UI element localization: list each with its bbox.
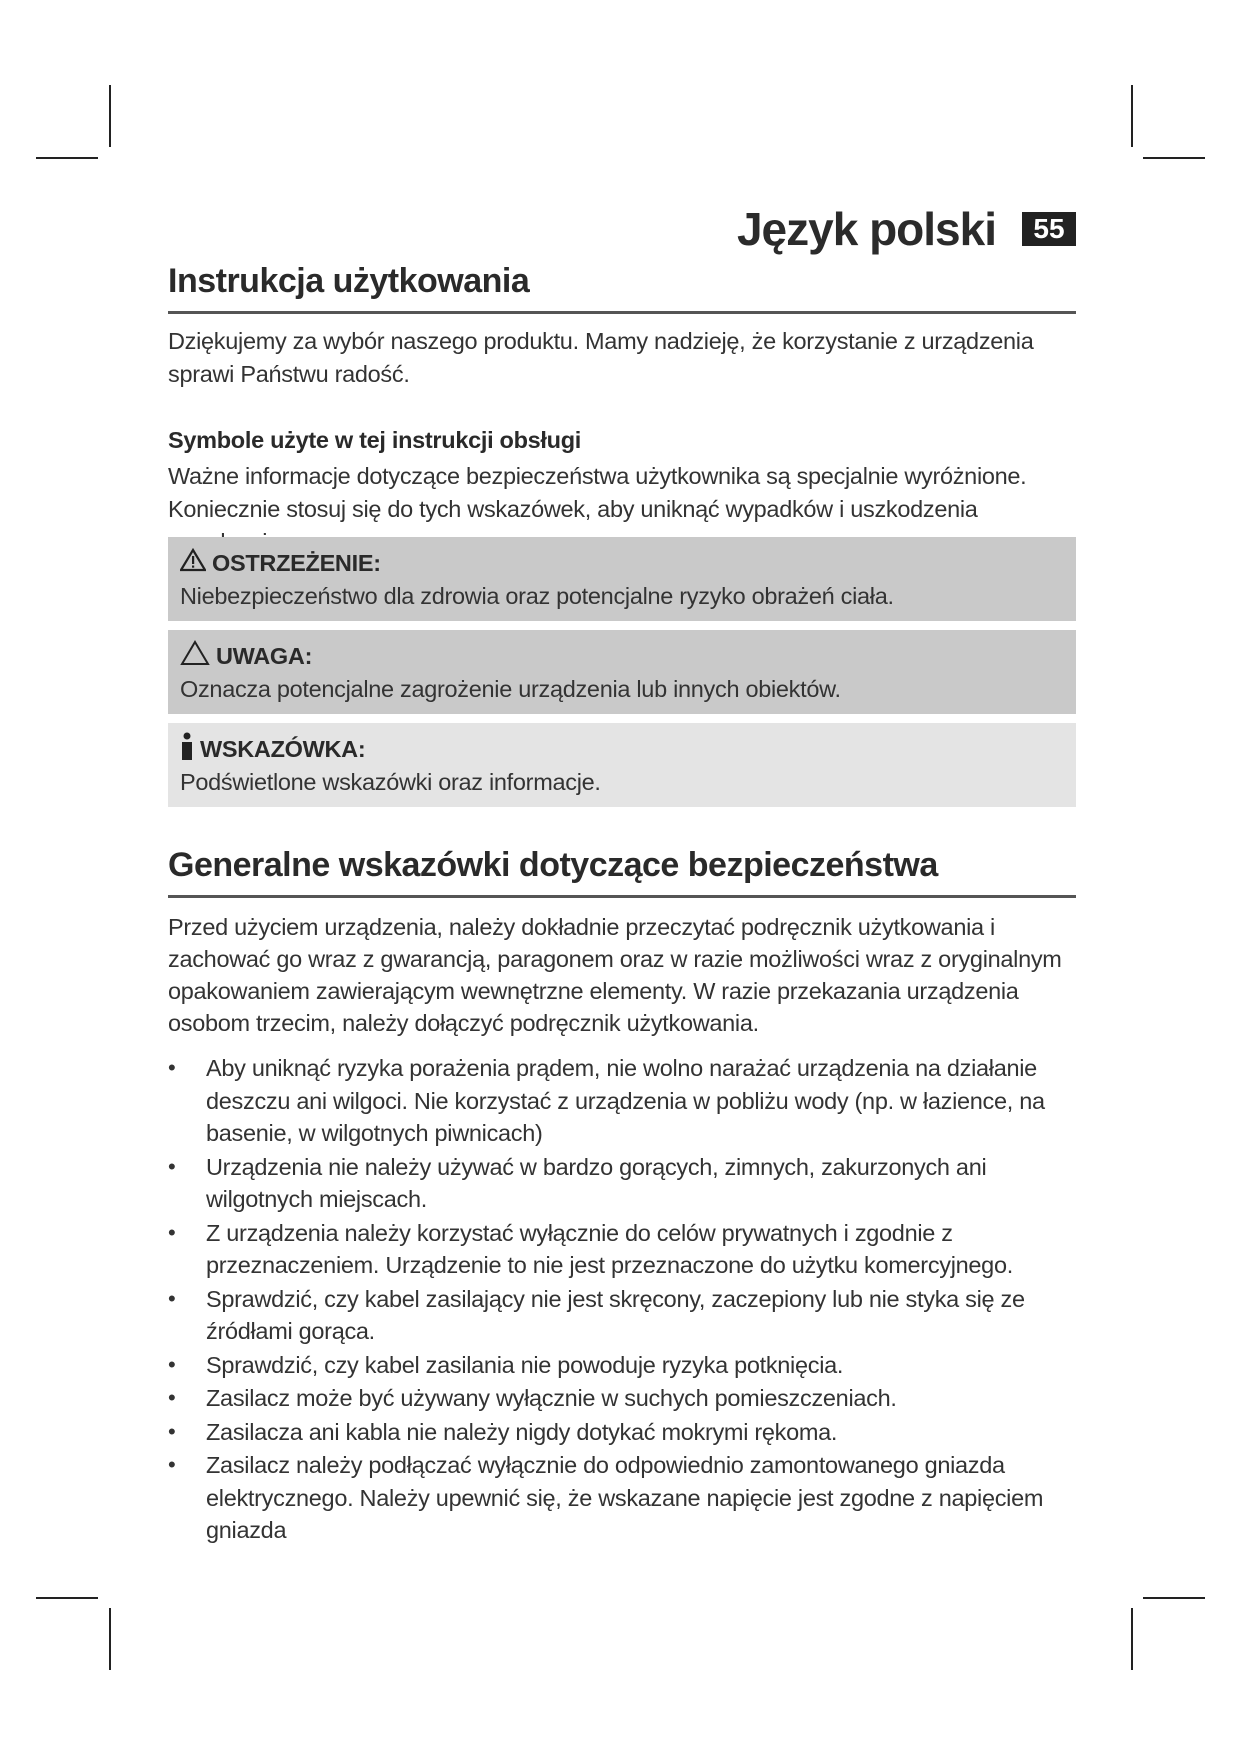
note-title-row — [180, 731, 1064, 767]
caution-title-row — [180, 638, 1064, 674]
safety-title: Generalne wskazówki dotyczące bezpieczeństwa — [168, 846, 1076, 898]
crop-mark — [36, 1597, 98, 1599]
manual-title: Instrukcja użytkowania — [168, 262, 1076, 314]
language-title: Język polski — [736, 203, 996, 255]
safety-list-block — [168, 1052, 1076, 1548]
safety-intro: Przed użyciem urządzenia, należy dokładnie przeczytać podręcznik użytkowania i zachować go wraz z gwarancją, paragonem oraz w razie możliwości wraz z oryginalnym opakowaniem zawierającym wewnętrzne elementy. W razie przekazania urządzenia osobom trzecim, należy dołączyć podręcznik użytkowania. — [168, 914, 1062, 1036]
bullet-symbol: • — [168, 1418, 176, 1444]
crop-mark — [1143, 1597, 1205, 1599]
bullet-symbol: • — [168, 1351, 176, 1377]
note-text: Podświetlone wskazówki oraz informacje. — [180, 769, 601, 795]
symbols-heading: Symbole użyte w tej instrukcji obsługi — [168, 427, 581, 453]
crop-mark — [1131, 85, 1133, 147]
symbols-text: Ważne informacje dotyczące bezpieczeństwa użytkownika są specjalnie wyróżnione. Koniecznie stosuj się do tych wskazówek, aby uniknąć wypadków i uszkodzenia — [168, 463, 1027, 522]
list-item: • Urządzenia nie należy używać w bardzo gorących, zimnych, zakurzonych ani wilgotnych miejscach. — [168, 1151, 1076, 1216]
warning-triangle-icon — [180, 548, 206, 578]
crop-mark — [109, 1608, 111, 1670]
bullet-symbol: • — [168, 1285, 176, 1311]
bullet-symbol: • — [168, 1055, 176, 1080]
warning-title: OSTRZEŻENIE: — [212, 549, 381, 576]
manual-section — [168, 262, 1076, 314]
bullet-symbol: • — [168, 1452, 176, 1477]
bullet-symbol: • — [168, 1153, 176, 1179]
safety-intro-block — [168, 911, 1076, 1039]
bullet-symbol: • — [168, 1385, 176, 1410]
manual-intro-block — [168, 325, 1076, 391]
list-item: • Sprawdzić, czy kabel zasilający nie jest skręcony, zaczepiony lub nie styka się ze źródłami gorąca. — [168, 1283, 1076, 1348]
list-item: • Z urządzenia należy korzystać wyłącznie do celów prywatnych i zgodnie z przeznaczeniem. Urządzenie to nie jest przeznaczone do użytku komercyjnego. — [168, 1217, 1076, 1282]
crop-mark — [1143, 157, 1205, 159]
warning-text: Niebezpieczeństwo dla zdrowia oraz potencjalne ryzyko obrażeń ciała. — [180, 583, 894, 609]
warning-box — [168, 537, 1076, 621]
caution-box — [168, 630, 1076, 714]
bullet-symbol: • — [168, 1219, 176, 1245]
note-box — [168, 723, 1076, 807]
crop-mark — [109, 85, 111, 147]
crop-mark — [36, 157, 98, 159]
caution-triangle-icon — [180, 640, 210, 672]
note-title: WSKAZÓWKA: — [200, 735, 366, 762]
list-item: • Zasilacza ani kabla nie należy nigdy dotykać mokrymi rękoma. — [168, 1416, 1076, 1449]
caution-title: UWAGA: — [216, 642, 313, 669]
list-item: • Zasilacz należy podłączać wyłącznie do odpowiednio zamontowanego gniazda elektrycznego. Należy upewnić się, że wskazane napięcie jest zgodne z napięciem gniazda — [168, 1449, 1076, 1547]
page-number: 55 — [1022, 212, 1076, 246]
list-item: • Aby uniknąć ryzyka porażenia prądem, nie wolno narażać urządzenia na działanie deszczu ani wilgoci. Nie korzystać z urządzenia w pobliżu wody (np. w łazience, na basenie, w wilgotnych piwnicach) — [168, 1052, 1076, 1150]
info-icon — [180, 731, 194, 767]
safety-section — [168, 846, 1076, 898]
safety-list — [168, 1052, 1076, 1547]
list-item: • Zasilacz może być używany wyłącznie w suchych pomieszczeniach. — [168, 1382, 1076, 1415]
caution-text: Oznacza potencjalne zagrożenie urządzenia lub innych obiektów. — [180, 676, 841, 702]
manual-intro: Dziękujemy za wybór naszego produktu. Mamy nadzieję, że korzystanie z urządzenia sprawi Państwu radość. — [168, 328, 1034, 387]
warning-title-row — [180, 545, 1064, 581]
list-item: • Sprawdzić, czy kabel zasilania nie powoduje ryzyka potknięcia. — [168, 1349, 1076, 1382]
crop-mark — [1131, 1608, 1133, 1670]
